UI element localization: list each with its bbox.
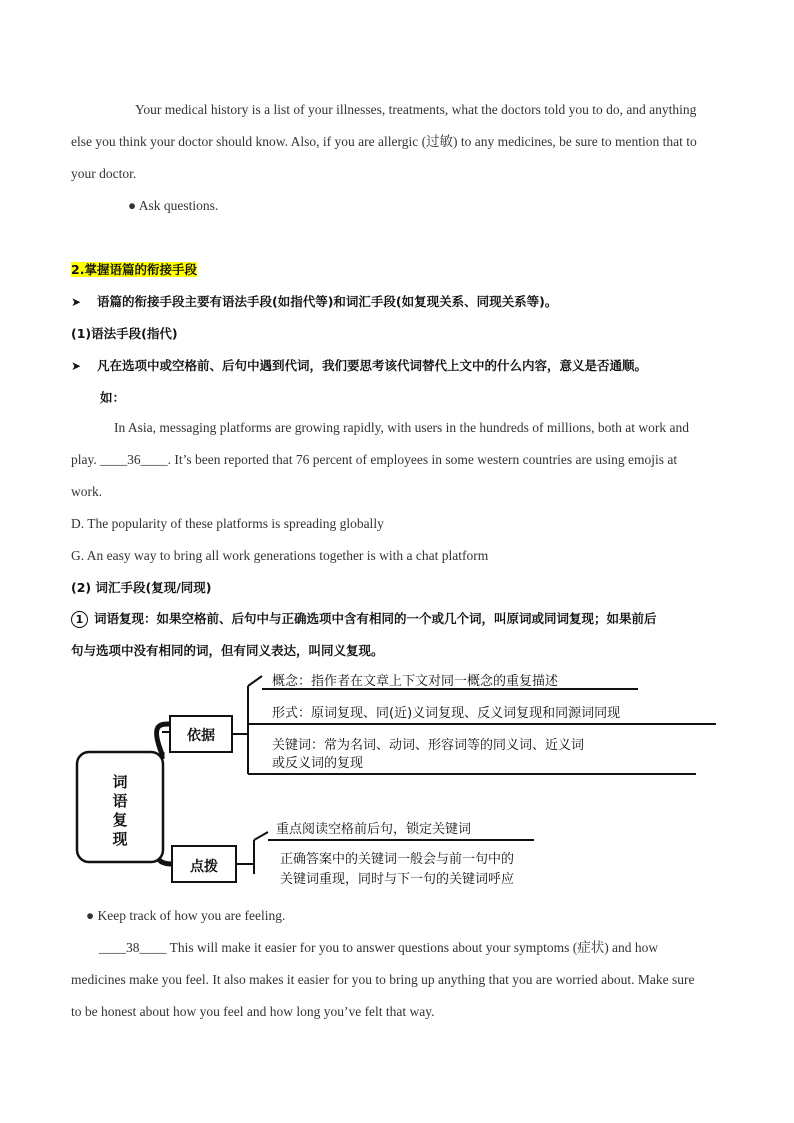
option-g: G. An easy way to bring all work generations together is with a chat platform — [71, 548, 489, 563]
leaf-keyword-line2: 或反义词的复现 — [272, 756, 364, 771]
history-paragraph-line3: your doctor. — [71, 166, 137, 181]
example-line3: work. — [71, 484, 103, 499]
track-paragraph-line3: to be honest about how you feel and how long you’ve felt that way. — [71, 1004, 435, 1019]
section-heading — [71, 254, 727, 286]
example-line1: In Asia, messaging platforms are growing rapidly, with users in the hundreds of millions, both at work and — [114, 420, 690, 435]
pronoun-tip-text: 凡在选项中或空格前、后句中遇到代词，我们要思考该代词替代上文中的什么内容，意义是否通顺。 — [97, 358, 648, 373]
section-heading-text: 2.掌握语篇的衔接手段 — [71, 262, 197, 277]
leaf-form: 形式：原词复现、同(近)义词复现、反义词复现和同源词同现 — [272, 706, 621, 721]
blank-36: ____36____ — [100, 452, 168, 467]
leaf-answer-line2: 关键词重现，同时与下一句的关键词呼应 — [280, 872, 515, 887]
example-label: 如： — [100, 390, 126, 405]
branch-tips-label: 点拨 — [190, 859, 218, 875]
lexical-line1-text: 词语复现：如果空格前、后句中与正确选项中含有相同的一个或几个词，叫原词或同词复现；如果前后 — [94, 611, 657, 626]
leaf-keyword-line1: 关键词：常为名词、动词、形容词等的同义词、近义词 — [272, 738, 585, 753]
lexical-line2: 句与选项中没有相同的词，但有同义表达，叫同义复现。 — [71, 643, 384, 658]
example-line2 — [71, 444, 727, 476]
history-paragraph-line1: Your medical history is a list of your illnesses, treatments, what the doctors told you to do, and anything — [135, 102, 697, 117]
circled-number-badge: 1 — [71, 611, 88, 628]
lexical-line1 — [71, 603, 727, 635]
pronoun-tip — [71, 350, 727, 382]
root-char-4: 现 — [112, 830, 128, 848]
example-line2-post: . It’s been reported that 76 percent of employees in some western countries are using emojis at — [167, 452, 678, 467]
track-paragraph-line1-text: This will make it easier for you to answer questions about your symptoms (症状) and how — [166, 940, 659, 955]
bullet-ask-questions: ● Ask questions. — [128, 198, 219, 213]
leaf-focus-reading: 重点阅读空格前后句，锁定关键词 — [276, 822, 472, 837]
grammar-subheading: (1)语法手段(指代) — [71, 326, 178, 341]
track-paragraph-line2: medicines make you feel. It also makes it easier for you to bring up anything that you are worried about. Make sure — [71, 972, 695, 987]
root-char-2: 语 — [112, 792, 128, 810]
arrow-bullet-icon: ➤ — [71, 359, 82, 373]
cohesion-intro-text: 语篇的衔接手段主要有语法手段(如指代等)和词汇手段(如复现关系、同现关系等)。 — [97, 294, 558, 309]
option-d: D. The popularity of these platforms is spreading globally — [71, 516, 384, 531]
history-paragraph-line2: else you think your doctor should know. Also, if you are allergic (过敏) to any medicines, be sure to mention that to — [71, 134, 697, 149]
leaf-concept: 概念：指作者在文章上下文对同一概念的重复描述 — [272, 674, 559, 689]
cohesion-intro — [71, 286, 727, 318]
track-paragraph-line1 — [71, 932, 727, 964]
branch-basis-label: 依据 — [187, 728, 215, 744]
arrow-bullet-icon: ➤ — [71, 295, 82, 309]
blank-38: ____38____ — [99, 940, 167, 955]
bullet-keep-track: ● Keep track of how you are feeling. — [86, 908, 286, 923]
root-char-1: 词 — [112, 773, 128, 791]
leaf-answer-line1: 正确答案中的关键词一般会与前一句中的 — [280, 852, 515, 867]
word-repetition-mindmap — [70, 664, 730, 887]
example-line2-pre: play. — [71, 452, 101, 467]
root-char-3: 复 — [112, 811, 128, 829]
lexical-subheading: (2) 词汇手段(复现/同现) — [71, 580, 212, 595]
